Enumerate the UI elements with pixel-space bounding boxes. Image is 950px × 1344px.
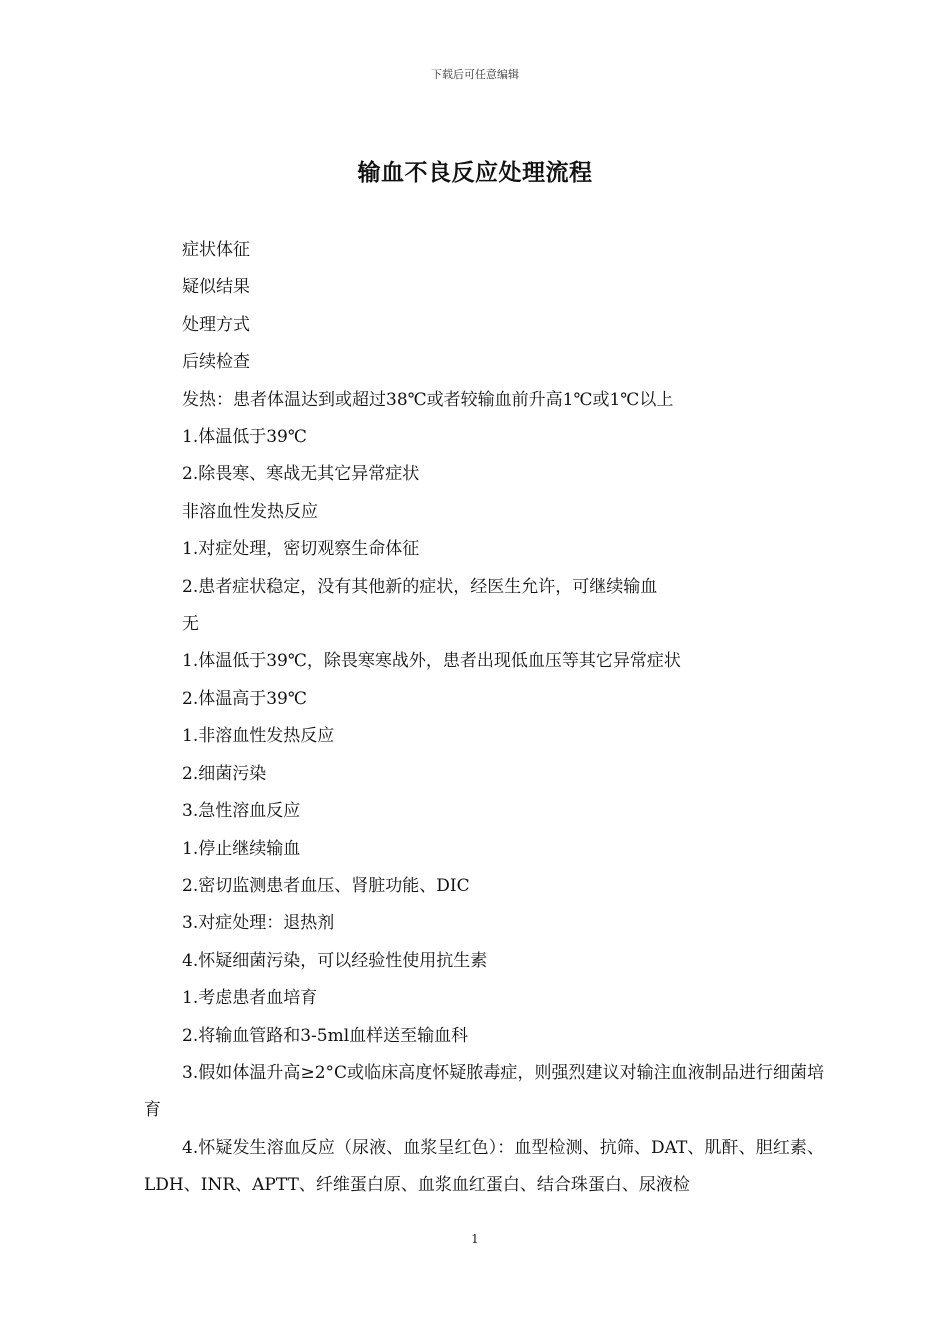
- text-line: 2.细菌污染: [182, 763, 267, 784]
- text-line: 2.密切监测患者血压、肾脏功能、DIC: [182, 875, 470, 896]
- text-line: 1.考虑患者血培育: [182, 988, 318, 1009]
- text-line: 1.停止继续输血: [182, 838, 301, 859]
- text-line: 2.患者症状稳定，没有其他新的症状，经医生允许，可继续输血: [182, 576, 658, 597]
- text-line: 发热：患者体温达到或超过38℃或者较输血前升高1℃或1℃以上: [182, 389, 674, 410]
- text-line: 后续检查: [182, 352, 250, 373]
- text-line: 4.怀疑细菌污染，可以经验性使用抗生素: [182, 950, 488, 971]
- text-paragraph: 3.假如体温升高≥2°C或临床高度怀疑脓毒症，则强烈建议对输注血液制品进行细菌培育: [144, 1062, 824, 1121]
- text-line: 1.体温低于39℃，除畏寒寒战外，患者出现低血压等其它异常症状: [182, 651, 681, 672]
- text-paragraph: 4.怀疑发生溶血反应（尿液、血浆呈红色）：血型检测、抗筛、DAT、肌酐、胆红素、LDH、INR、APTT、纤维蛋白原、血浆血红蛋白、结合珠蛋白、尿液检: [144, 1137, 824, 1196]
- text-line: 2.将输血管路和3-5ml血样送至输血科: [182, 1025, 469, 1046]
- text-line: 1.体温低于39℃: [182, 427, 307, 448]
- header-note: 下载后可任意编辑: [431, 68, 519, 81]
- text-line: 疑似结果: [182, 277, 250, 298]
- document-title: 输血不良反应处理流程: [357, 159, 593, 186]
- text-line: 2.除畏寒、寒战无其它异常症状: [182, 464, 420, 485]
- text-line: 3.对症处理：退热剂: [182, 913, 335, 934]
- page-number: 1: [471, 1232, 479, 1246]
- text-line: 处理方式: [182, 314, 250, 335]
- text-line: 2.体温高于39℃: [182, 688, 307, 709]
- text-line: 非溶血性发热反应: [182, 501, 318, 522]
- text-line: 1.非溶血性发热反应: [182, 726, 335, 747]
- document-body: [144, 232, 824, 1205]
- text-line: 无: [182, 614, 199, 635]
- text-line: 1.对症处理，密切观察生命体征: [182, 539, 420, 560]
- text-line: 症状体征: [182, 240, 250, 260]
- text-line: 3.急性溶血反应: [182, 801, 301, 822]
